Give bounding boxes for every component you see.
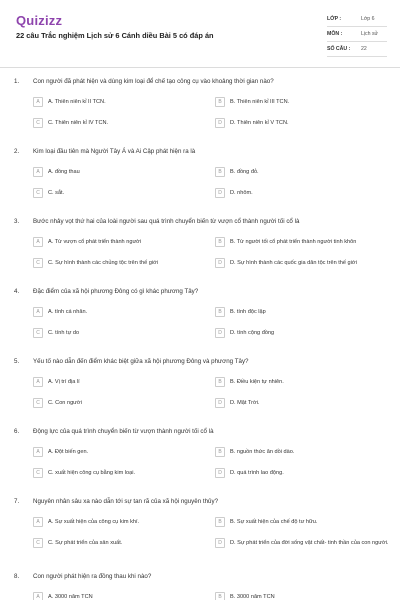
option-text: A. 3000 năm TCN — [48, 593, 93, 600]
option-letter-box: C — [33, 258, 43, 268]
option-text: C. Sự hình thành các chủng tộc trên thế giới — [48, 259, 159, 266]
option-letter-box: A — [33, 97, 43, 107]
answer-option[interactable] — [33, 398, 82, 408]
option-text: B. Từ người tối cổ phát triển thành người tinh khôn — [230, 238, 357, 245]
question-number: 7. — [14, 498, 20, 505]
question-text: Con người đã phát hiện và dùng kim loại để chế tạo công cụ vào khoảng thời gian nào? — [33, 78, 274, 85]
option-letter-box: C — [33, 398, 43, 408]
question-text: Bước nhảy vọt thứ hai của loài người sau quá trình chuyển biến từ vượn cổ thành người tối cổ là — [33, 218, 300, 225]
answer-option[interactable] — [215, 398, 259, 408]
answer-option[interactable] — [33, 377, 80, 387]
option-text: C. Sự phát triển của sản xuất. — [48, 539, 123, 546]
option-letter-box: A — [33, 517, 43, 527]
option-letter-box: D — [215, 188, 225, 198]
option-text: B. Thiên niên kỉ III TCN. — [230, 98, 290, 105]
option-letter-box: A — [33, 307, 43, 317]
answer-option[interactable] — [33, 538, 122, 548]
answer-option[interactable] — [33, 97, 106, 107]
answer-option[interactable] — [33, 188, 64, 198]
option-text: B. tính độc lập — [230, 308, 266, 315]
answer-option[interactable] — [33, 118, 108, 128]
answer-option[interactable] — [33, 307, 87, 317]
answer-option[interactable] — [215, 538, 390, 548]
option-text: A. Thiên niên kỉ II TCN. — [48, 98, 106, 105]
question-number: 4. — [14, 288, 20, 295]
answer-option[interactable] — [215, 377, 284, 387]
page-title: 22 câu Trắc nghiệm Lịch sử 6 Cánh diều Bài 5 có đáp án — [16, 31, 214, 40]
option-text: B. 3000 năm TCN — [230, 593, 275, 600]
option-text: C. tính tự do — [48, 329, 80, 336]
question-text: Con người phát hiện ra đồng thau khi nào? — [33, 573, 152, 580]
question-text: Kim loại đầu tiên mà Người Tây Á và Ai Cập phát hiện ra là — [33, 148, 196, 155]
option-letter-box: B — [215, 237, 225, 247]
answer-option[interactable] — [215, 258, 357, 268]
answer-option[interactable] — [215, 188, 253, 198]
option-text: A. Đột biến gen. — [48, 448, 89, 455]
option-letter-box: C — [33, 328, 43, 338]
option-text: A. Sự xuất hiện của công cụ kim khí. — [48, 518, 140, 525]
option-text: C. sắt. — [48, 189, 65, 196]
option-letter-box: D — [215, 118, 225, 128]
option-text: B. Sự xuất hiện của chế độ tư hữu. — [230, 518, 318, 525]
answer-option[interactable] — [215, 328, 274, 338]
option-text: B. Điều kiện tự nhiên. — [230, 378, 284, 385]
option-text: C. Con người — [48, 399, 82, 406]
option-letter-box: B — [215, 447, 225, 457]
meta-row-subject — [327, 27, 387, 42]
answer-option[interactable] — [215, 307, 266, 317]
meta-label: LỚP : — [327, 16, 342, 22]
option-letter-box: C — [33, 188, 43, 198]
answer-option[interactable] — [33, 447, 88, 457]
option-letter-box: D — [215, 398, 225, 408]
answer-option[interactable] — [215, 447, 294, 457]
option-letter-box: C — [33, 468, 43, 478]
answer-option[interactable] — [215, 468, 284, 478]
question-number: 5. — [14, 358, 20, 365]
question-text: Yếu tố nào dẫn đến điểm khác biệt giữa xã hội phương Đông và phương Tây? — [33, 358, 249, 365]
question-number: 6. — [14, 428, 20, 435]
option-text: C. xuất hiện công cụ bằng kim loại. — [48, 469, 136, 476]
meta-value: Lớp 6 — [361, 16, 375, 22]
answer-option[interactable] — [33, 258, 158, 268]
answer-option[interactable] — [33, 167, 80, 177]
option-text: D. Sự phát triển của đời sống vật chất- tinh thần của con người. — [230, 539, 389, 546]
option-text: D. Thiên niên kỉ V TCN. — [230, 119, 289, 126]
answer-option[interactable] — [33, 517, 139, 527]
answer-option[interactable] — [215, 592, 275, 600]
option-letter-box: A — [33, 167, 43, 177]
quizizz-logo[interactable]: Quizizz — [16, 13, 63, 28]
option-letter-box: B — [215, 377, 225, 387]
answer-option[interactable] — [215, 517, 317, 527]
meta-label: SỐ CÂU : — [327, 46, 351, 52]
option-letter-box: D — [215, 258, 225, 268]
option-letter-box: A — [33, 592, 43, 600]
option-text: D. Mặt Trời. — [230, 399, 260, 406]
question-text: Động lực của quá trình chuyển biến từ vượn thành người tối cổ là — [33, 428, 214, 435]
option-text: D. nhôm. — [230, 189, 253, 196]
option-letter-box: B — [215, 97, 225, 107]
answer-option[interactable] — [33, 328, 79, 338]
question-text: Đặc điểm của xã hội phương Đông có gì khác phương Tây? — [33, 288, 199, 295]
option-letter-box: B — [215, 307, 225, 317]
option-text: A. tính cá nhân. — [48, 308, 88, 315]
answer-option[interactable] — [215, 118, 289, 128]
option-letter-box: C — [33, 118, 43, 128]
option-letter-box: D — [215, 468, 225, 478]
option-letter-box: A — [33, 237, 43, 247]
meta-row-grade — [327, 12, 387, 27]
option-text: D. Sự hình thành các quốc gia dân tộc trên thế giới — [230, 259, 357, 266]
option-text: D. tính cộng đồng — [230, 329, 275, 336]
option-letter-box: B — [215, 167, 225, 177]
question-text: Nguyên nhân sâu xa nào dẫn tới sự tan rã của xã hội nguyên thủy? — [33, 498, 219, 505]
meta-row-question-count — [327, 42, 387, 57]
answer-option[interactable] — [33, 592, 93, 600]
question-number: 3. — [14, 218, 20, 225]
answer-option[interactable] — [33, 468, 135, 478]
option-text: A. Vị trí địa lí — [48, 378, 80, 385]
option-letter-box: D — [215, 328, 225, 338]
answer-option[interactable] — [33, 237, 141, 247]
option-letter-box: B — [215, 517, 225, 527]
option-text: A. đồng thau — [48, 168, 80, 175]
option-text: D. quá trình lao động. — [230, 469, 284, 476]
option-letter-box: A — [33, 447, 43, 457]
worksheet-meta — [327, 12, 387, 57]
option-letter-box: D — [215, 538, 225, 548]
header-divider — [0, 67, 400, 68]
option-letter-box: A — [33, 377, 43, 387]
meta-value: 22 — [361, 46, 367, 52]
option-text: B. đồng đỏ. — [230, 168, 259, 175]
answer-option[interactable] — [215, 237, 356, 247]
meta-label: MÔN : — [327, 31, 343, 37]
option-text: B. nguồn thức ăn dồi dào. — [230, 448, 295, 455]
question-number: 8. — [14, 573, 20, 580]
meta-value: Lịch sử — [361, 31, 379, 37]
question-number: 1. — [14, 78, 20, 85]
worksheet-header — [0, 0, 400, 64]
answer-option[interactable] — [215, 97, 289, 107]
option-text: C. Thiên niên kỉ IV TCN. — [48, 119, 109, 126]
option-letter-box: B — [215, 592, 225, 600]
question-number: 2. — [14, 148, 20, 155]
answer-option[interactable] — [215, 167, 259, 177]
option-text: A. Từ vượn cổ phát triển thành người — [48, 238, 142, 245]
option-letter-box: C — [33, 538, 43, 548]
